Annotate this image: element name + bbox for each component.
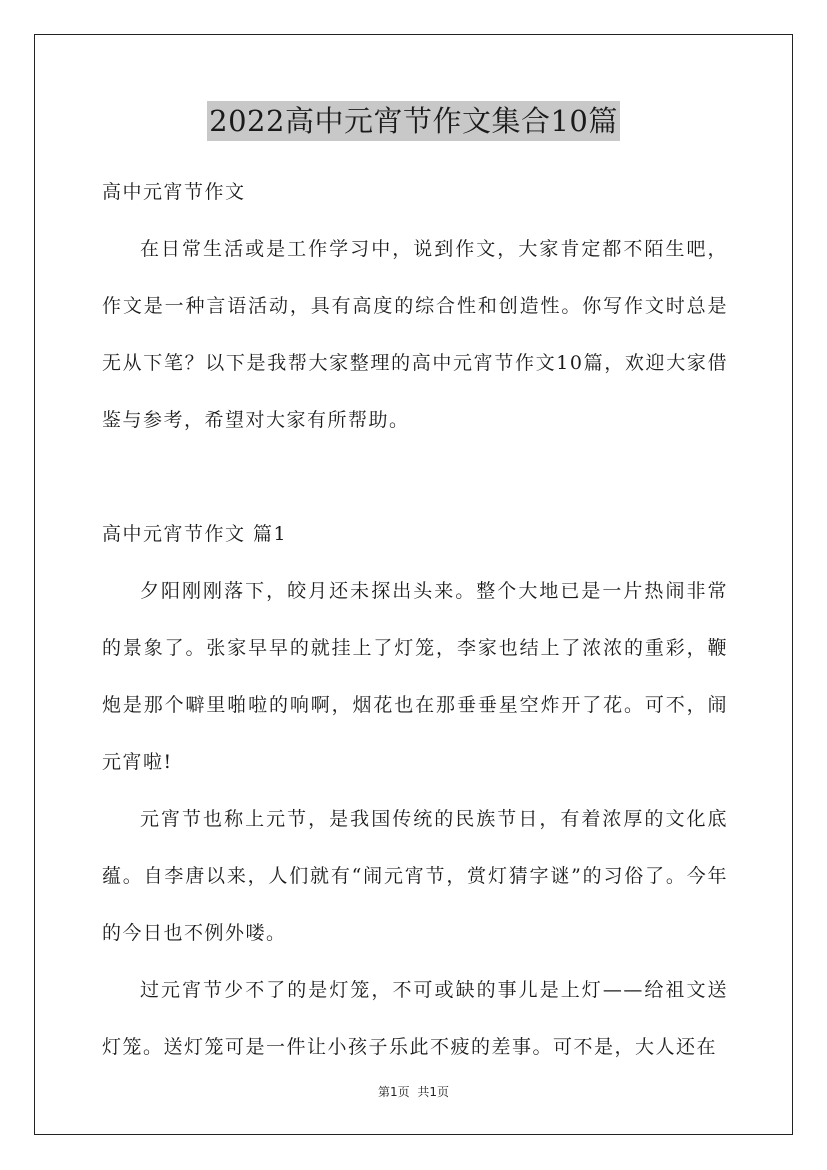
document-title: 2022高中元宵节作文集合10篇 [207,101,620,141]
page-total: 共1页 [417,1085,449,1099]
intro-paragraph: 在日常生活或是工作学习中，说到作文，大家肯定都不陌生吧，作文是一种言语活动，具有高度的综合性和创造性。你写作文时总是无从下笔？以下是我帮大家整理的高中元宵节作文10篇，欢迎大家借鉴与参考，希望对大家有所帮助。 [102,238,728,431]
page-footer [0,1083,827,1100]
intro-heading: 高中元宵节作文 [102,181,246,203]
section1-paragraph-1: 夕阳刚刚落下，皎月还未探出头来。整个大地已是一片热闹非常的景象了。张家早早的就挂上了灯笼，李家也结上了浓浓的重彩，鞭炮是那个噼里啪啦的响啊，烟花也在那垂垂星空炸开了花。可不，闹元宵啦! [102,580,728,773]
section1-heading: 高中元宵节作文 篇1 [102,523,288,545]
section1-paragraph-3: 过元宵节少不了的是灯笼，不可或缺的事儿是上灯——给祖文送灯笼。送灯笼可是一件让小孩子乐此不疲的差事。可不是，大人还在 [102,979,728,1058]
title-container [0,101,827,141]
section1-paragraph-2: 元宵节也称上元节，是我国传统的民族节日，有着浓厚的文化底蕴。自李唐以来，人们就有“闹元宵节，赏灯猜字谜”的习俗了。今年的今日也不例外喽。 [102,808,728,944]
section-spacer [102,449,728,506]
document-body [102,164,728,1076]
page-number: 第1页 [378,1085,410,1099]
